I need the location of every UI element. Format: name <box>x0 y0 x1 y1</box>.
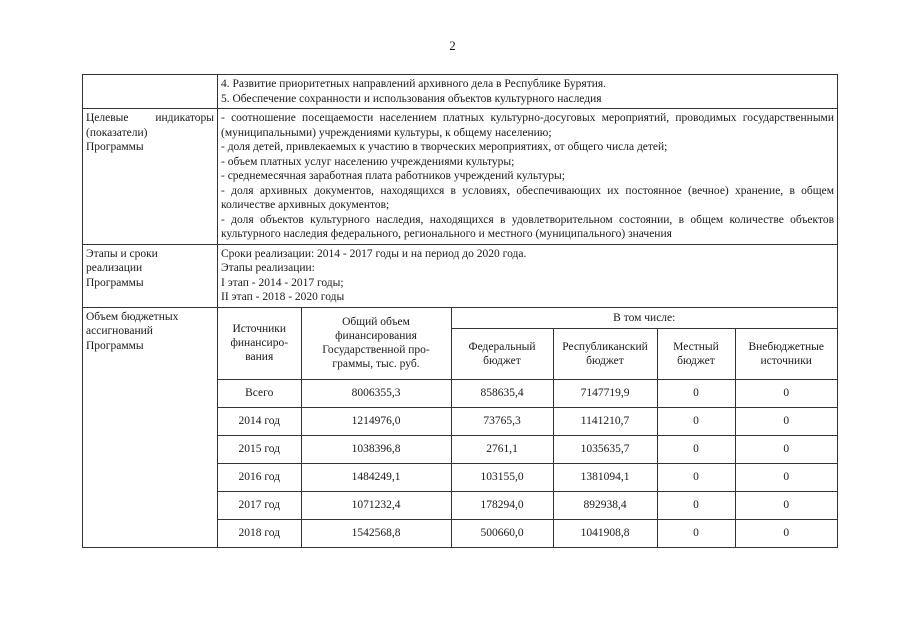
cell-extra: 0 <box>735 379 837 407</box>
cell-local: 0 <box>657 491 735 519</box>
budget-content <box>218 307 838 547</box>
label-line: Программы <box>86 276 144 289</box>
cell-federal: 2761,1 <box>451 435 553 463</box>
cell-source: 2014 год <box>218 407 301 435</box>
label-line: реализации <box>86 262 143 274</box>
indicators-label <box>83 109 218 245</box>
label-line: Объем бюджетных <box>86 310 179 323</box>
indicators-content <box>218 109 838 245</box>
table-row <box>218 407 837 435</box>
cell-republic: 1041908,8 <box>553 519 657 547</box>
stages-row <box>83 244 838 307</box>
cell-source: 2017 год <box>218 491 301 519</box>
header-federal: Федеральный бюджет <box>451 328 553 379</box>
cell-federal: 500660,0 <box>451 519 553 547</box>
indicator-item: - доля объектов культурного наследия, находящихся в удовлетворительном состоянии, в общем количестве объектов культурного наследия федерального, регионального и местного (муниципального) значения <box>221 213 834 240</box>
indicator-item: - доля архивных документов, находящихся в условиях, обеспечивающих их постоянное (вечное) хранение, в общем количестве архивных документов; <box>221 184 834 211</box>
cell-total: 1071232,4 <box>301 491 451 519</box>
cell-republic: 1035635,7 <box>553 435 657 463</box>
label-line: ассигнований <box>86 325 153 337</box>
program-passport-table <box>82 74 838 548</box>
table-row <box>218 519 837 547</box>
table-row <box>218 379 837 407</box>
stages-content <box>218 244 838 307</box>
tasks-row <box>83 75 838 109</box>
header-including: В том числе: <box>451 308 837 329</box>
cell-federal: 858635,4 <box>451 379 553 407</box>
table-row <box>218 435 837 463</box>
indicator-item: - объем платных услуг населению учреждениями культуры; <box>221 155 515 168</box>
budget-row <box>83 307 838 547</box>
cell-total: 1542568,8 <box>301 519 451 547</box>
stage-line: II этап - 2018 - 2020 годы <box>221 291 345 303</box>
cell-republic: 7147719,9 <box>553 379 657 407</box>
header-extra: Внебюджетные источники <box>735 328 837 379</box>
header-total: Общий объем финансирования Государственной про-граммы, тыс. руб. <box>301 308 451 380</box>
cell-republic: 1381094,1 <box>553 463 657 491</box>
cell-source: Всего <box>218 379 301 407</box>
label-line: (показатели) <box>86 126 148 139</box>
cell-total: 1484249,1 <box>301 463 451 491</box>
task-line: 5. Обеспечение сохранности и использования объектов культурного наследия <box>221 92 602 105</box>
cell-local: 0 <box>657 407 735 435</box>
header-source: Источники финансиро-вания <box>218 308 301 380</box>
table-row <box>218 491 837 519</box>
header-local: Местный бюджет <box>657 328 735 379</box>
label-line: Программы <box>86 141 144 153</box>
budget-label <box>83 307 218 547</box>
page-number: 2 <box>449 38 456 53</box>
stage-line: Сроки реализации: 2014 - 2017 годы и на период до 2020 года. <box>221 247 527 260</box>
tasks-content <box>218 75 838 109</box>
stages-label <box>83 244 218 307</box>
cell-extra: 0 <box>735 407 837 435</box>
cell-federal: 103155,0 <box>451 463 553 491</box>
indicator-item: - среднемесячная заработная плата работников учреждений культуры; <box>221 170 565 182</box>
cell-federal: 73765,3 <box>451 407 553 435</box>
cell-total: 1038396,8 <box>301 435 451 463</box>
cell-local: 0 <box>657 519 735 547</box>
cell-total: 8006355,3 <box>301 379 451 407</box>
financing-table <box>218 308 837 547</box>
label-line: Целевые индикаторы <box>86 112 214 124</box>
cell-local: 0 <box>657 435 735 463</box>
cell-source: 2016 год <box>218 463 301 491</box>
cell-extra: 0 <box>735 491 837 519</box>
cell-local: 0 <box>657 379 735 407</box>
indicator-item: - доля детей, привлекаемых к участию в творческих мероприятиях, от общего числа детей; <box>221 141 668 153</box>
tasks-label <box>83 75 218 109</box>
label-line: Программы <box>86 339 144 352</box>
cell-republic: 1141210,7 <box>553 407 657 435</box>
cell-source: 2015 год <box>218 435 301 463</box>
table-row <box>218 463 837 491</box>
stage-line: Этапы реализации: <box>221 262 315 274</box>
cell-federal: 178294,0 <box>451 491 553 519</box>
cell-total: 1214976,0 <box>301 407 451 435</box>
cell-republic: 892938,4 <box>553 491 657 519</box>
cell-extra: 0 <box>735 519 837 547</box>
cell-local: 0 <box>657 463 735 491</box>
header-republic: Республиканский бюджет <box>553 328 657 379</box>
indicator-item: - соотношение посещаемости населением платных культурно-досуговых мероприятий, проводимых государственными (муниципальными) учреждениями культуры, к общему населению; <box>221 112 834 139</box>
task-line: 4. Развитие приоритетных направлений архивного дела в Республике Бурятия. <box>221 78 607 90</box>
stage-line: I этап - 2014 - 2017 годы; <box>221 276 344 289</box>
indicators-row <box>83 109 838 245</box>
cell-source: 2018 год <box>218 519 301 547</box>
cell-extra: 0 <box>735 463 837 491</box>
cell-extra: 0 <box>735 435 837 463</box>
label-line: Этапы и сроки <box>86 247 158 260</box>
